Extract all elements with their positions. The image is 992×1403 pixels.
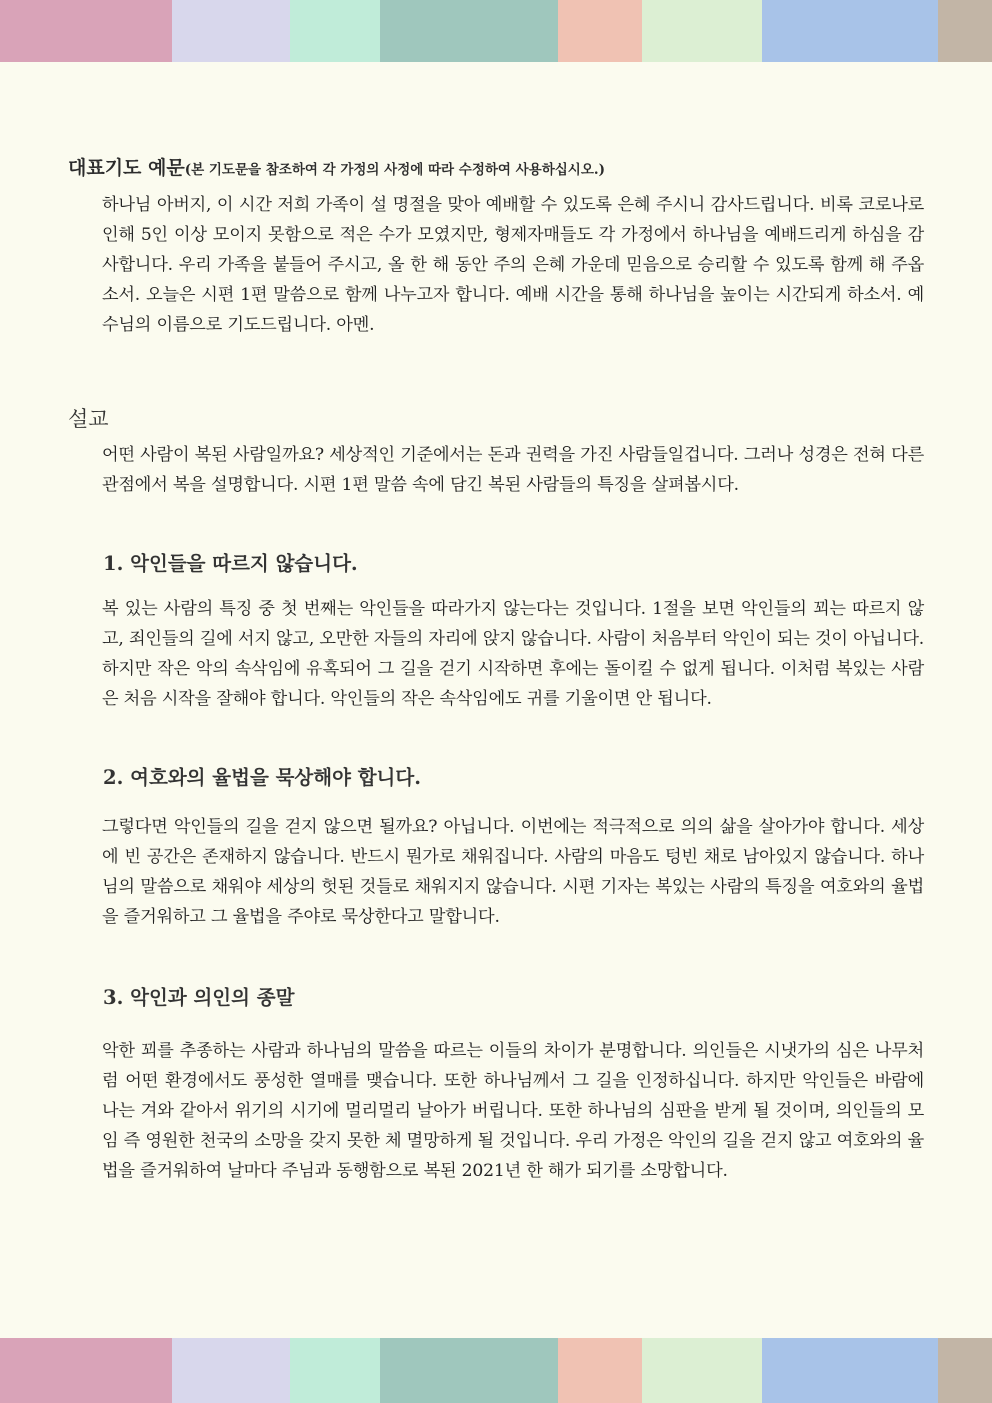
bottom-color-band <box>0 1338 992 1403</box>
prayer-heading <box>68 153 968 180</box>
prayer-body: 하나님 아버지, 이 시간 저희 가족이 설 명절을 맞아 예배할 수 있도록 은혜 주시니 감사드립니다. 비록 코로나로 인해 5인 이상 모이지 못함으로 적은 수가 모였지만, 형제자매들도 각 가정에서 하나님을 예배드리게 하심을 감사합니다. 우리 가족을 붙들어 주시고, 올 한 해 동안 주의 은혜 가운데 믿음으로 승리할 수 있도록 함께 해 주옵소서. 오늘은 시편 1편 말씀으로 함께 나누고자 합니다. 예배 시간을 통해 하나님을 높이는 시간되게 하소서. 예수님의 이름으로 기도드립니다. 아멘. <box>102 195 924 335</box>
section-2-title: 2. 여호와의 율법을 묵상해야 합니다. <box>103 766 422 789</box>
band-segment-mint <box>290 1338 380 1403</box>
prayer-title: 대표기도 예문 <box>68 157 185 179</box>
band-segment-teal <box>380 1338 558 1403</box>
band-segment-light-green <box>642 1338 762 1403</box>
band-segment-blue <box>762 1338 938 1403</box>
prayer-note: (본 기도문을 참조하여 각 가정의 사정에 따라 수정하여 사용하십시오.) <box>184 162 605 178</box>
sermon-title: 설교 <box>68 407 109 431</box>
section-3-title: 3. 악인과 의인의 종말 <box>103 986 295 1009</box>
section-2-body: 그렇다면 악인들의 길을 걷지 않으면 될까요? 아닙니다. 이번에는 적극적으로 의의 삶을 살아가야 합니다. 세상에 빈 공간은 존재하지 않습니다. 반드시 뭔가로 채워집니다. 사람의 마음도 텅빈 채로 남아있지 않습니다. 하나님의 말씀으로 채워야 세상의 헛된 것들로 채워지지 않습니다. 시편 기자는 복있는 사람의 특징을 여호와의 율법을 즐거워하고 그 율법을 주야로 묵상한다고 말합니다. <box>102 817 924 927</box>
band-segment-lavender <box>172 1338 290 1403</box>
band-segment-peach <box>558 1338 642 1403</box>
band-segment-tan <box>938 1338 992 1403</box>
sermon-intro: 어떤 사람이 복된 사람일까요? 세상적인 기준에서는 돈과 권력을 가진 사람들일겁니다. 그러나 성경은 전혀 다른 관점에서 복을 설명합니다. 시편 1편 말씀 속에 담긴 복된 사람들의 특징을 살펴봅시다. <box>102 445 924 495</box>
section-3-body: 악한 꾀를 추종하는 사람과 하나님의 말씀을 따르는 이들의 차이가 분명합니다. 의인들은 시냇가의 심은 나무처럼 어떤 환경에서도 풍성한 열매를 맺습니다. 또한 하나님께서 그 길을 인정하십니다. 하지만 악인들은 바람에 나는 겨와 같아서 위기의 시기에 멀리멀리 날아가 버립니다. 또한 하나님의 심판을 받게 될 것이며, 의인들의 모임 즉 영원한 천국의 소망을 갖지 못한 체 멸망하게 될 것입니다. 우리 가정은 악인의 길을 걷지 않고 여호와의 율법을 즐거워하여 날마다 주님과 동행함으로 복된 2021년 한 해가 되기를 소망합니다. <box>102 1041 924 1181</box>
band-segment-pink <box>0 1338 172 1403</box>
section-1-title: 1. 악인들을 따르지 않습니다. <box>103 552 358 575</box>
section-1-body: 복 있는 사람의 특징 중 첫 번째는 악인들을 따라가지 않는다는 것입니다. 1절을 보면 악인들의 꾀는 따르지 않고, 죄인들의 길에 서지 않고, 오만한 자들의 자리에 앉지 않습니다. 사람이 처음부터 악인이 되는 것이 아닙니다. 하지만 작은 악의 속삭임에 유혹되어 그 길을 걷기 시작하면 후에는 돌이킬 수 없게 됩니다. 이처럼 복있는 사람은 처음 시작을 잘해야 합니다. 악인들의 작은 속삭임에도 귀를 기울이면 안 됩니다. <box>102 599 924 709</box>
